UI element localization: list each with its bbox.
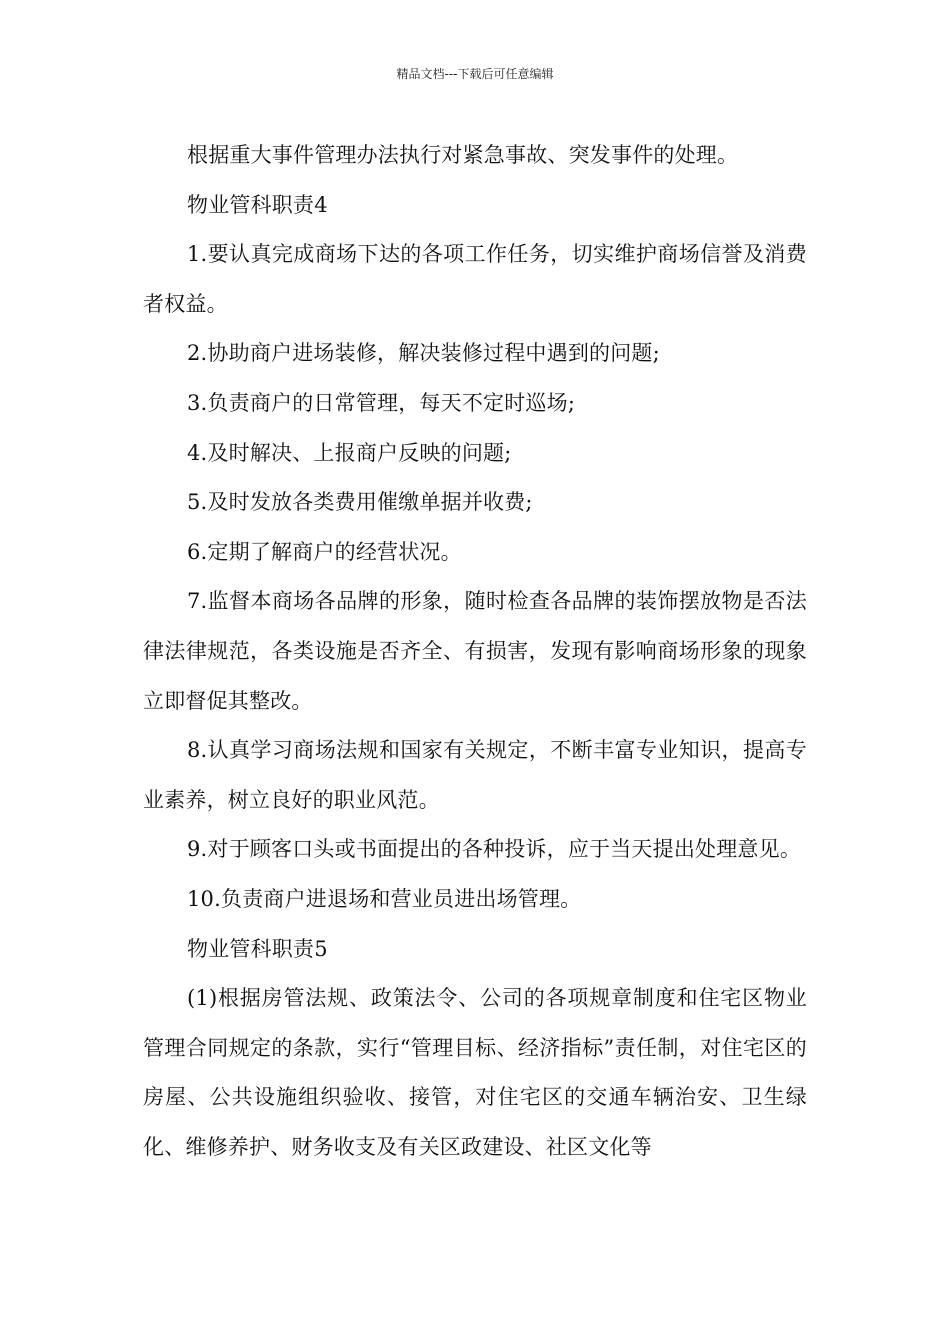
list-item: 10.负责商户进退场和营业员进出场管理。 (187, 886, 582, 911)
list-item: 5.及时发放各类费用催缴单据并收费; (187, 490, 533, 515)
list-item: 8.认真学习商场法规和国家有关规定，不断丰富专业知识，提高专业素养，树立良好的职业风范。 (143, 738, 807, 812)
document-body (143, 131, 807, 1172)
list-item: 4.及时解决、上报商户反映的问题; (187, 440, 512, 465)
list-item: 7.监督本商场各品牌的形象，随时检查各品牌的装饰摆放物是否法律法律规范，各类设施是否齐全、有损害，发现有影响商场形象的现象立即督促其整改。 (143, 589, 807, 713)
section-heading-duties-5: 物业管科职责5 (187, 936, 328, 961)
page-header: 精品文档---下载后可任意编辑 (396, 67, 554, 81)
list-item: 9.对于顾客口头或书面提出的各种投诉，应于当天提出处理意见。 (187, 837, 802, 862)
list-item: 2.协助商户进场装修，解决装修过程中遇到的问题; (187, 341, 660, 366)
list-item: 1.要认真完成商场下达的各项工作任务，切实维护商场信誉及消费者权益。 (143, 242, 807, 316)
list-item: 3.负责商户的日常管理，每天不定时巡场; (187, 390, 576, 415)
section-heading-duties-4: 物业管科职责4 (187, 192, 328, 217)
list-item: 6.定期了解商户的经营状况。 (187, 539, 462, 564)
paragraph-emergency-handling: 根据重大事件管理办法执行对紧急事故、突发事件的处理。 (187, 143, 739, 167)
list-item: (1)根据房管法规、政策法令、公司的各项规章制度和住宅区物业管理合同规定的条款，实行“管理目标、经济指标”责任制，对住宅区的房屋、公共设施组织验收、接管，对住宅区的交通车辆治安、卫生绿化、维修养护、财务收支及有关区政建设、社区文化等 (143, 986, 807, 1159)
